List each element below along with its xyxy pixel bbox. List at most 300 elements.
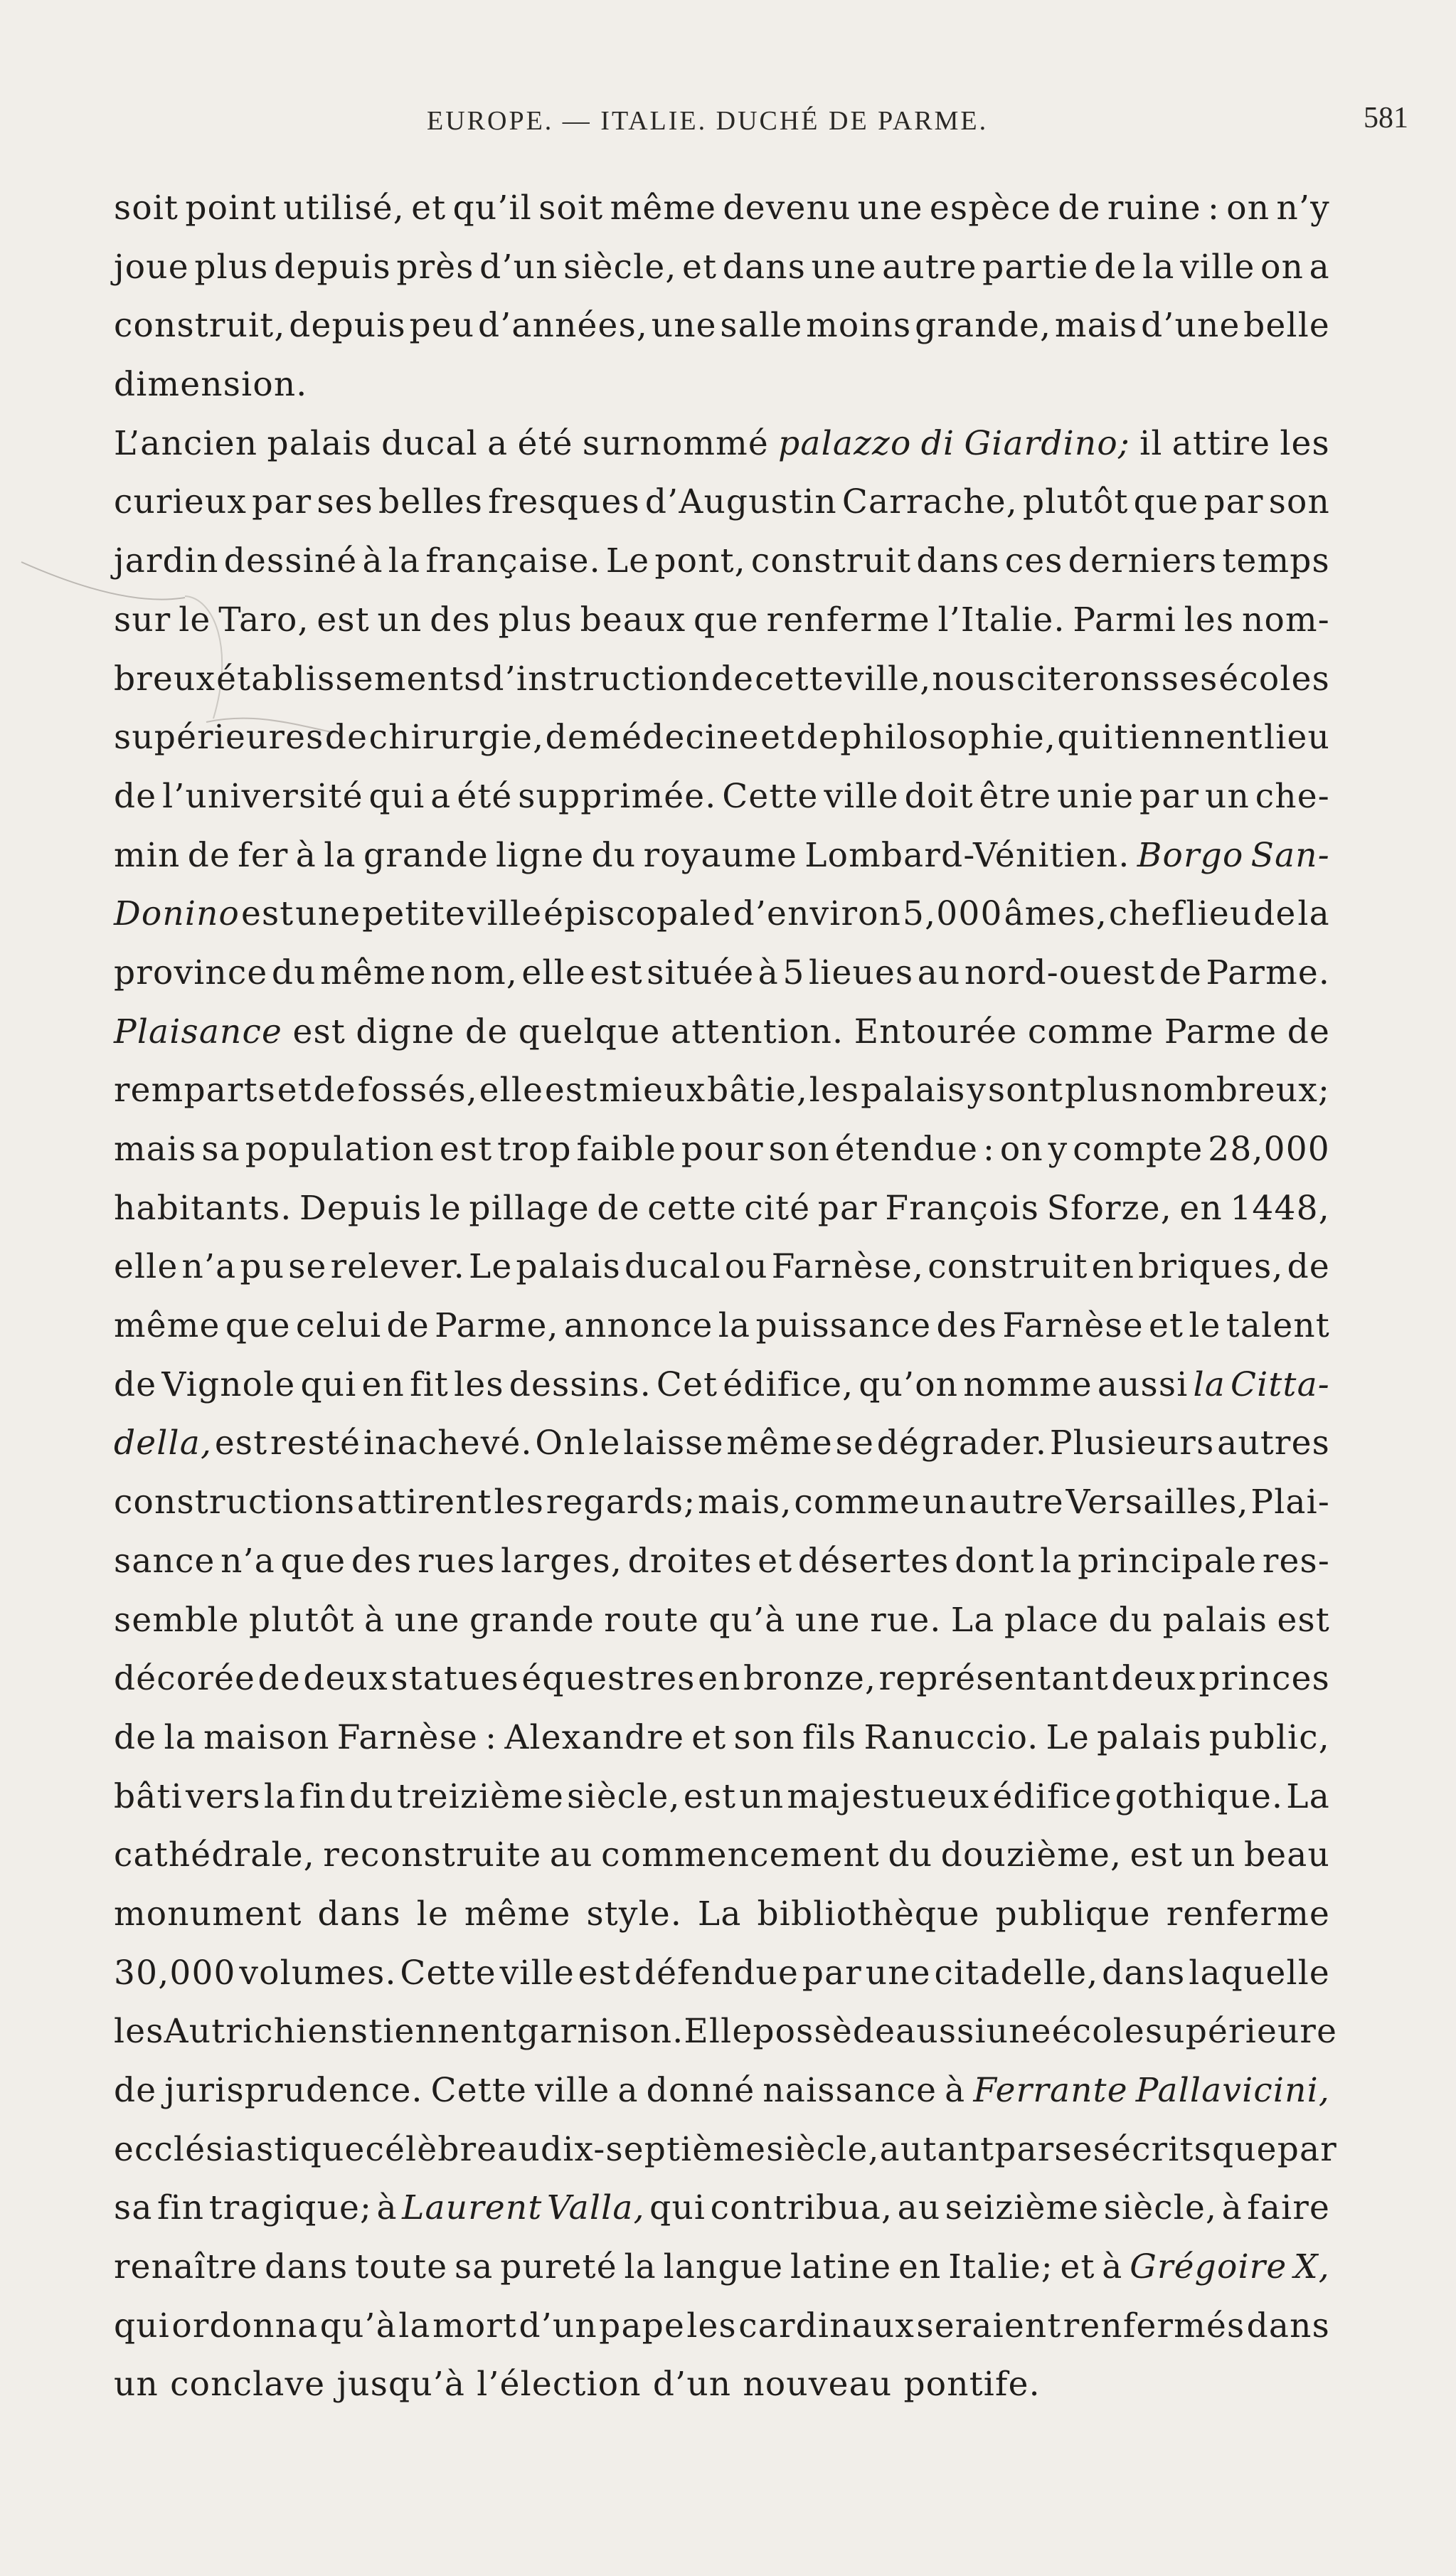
word: par (994, 2129, 1055, 2169)
word: que (1211, 2129, 1277, 2169)
word: 1448, (1230, 1188, 1330, 1228)
word: contribua, (710, 2188, 893, 2228)
word: en (361, 1364, 405, 1404)
word: y (967, 1071, 987, 1111)
word: Cet (656, 1364, 718, 1404)
word: maison (203, 1717, 330, 1757)
word: nombreux; (1140, 1071, 1330, 1111)
word: pillage (469, 1188, 590, 1228)
word: plus (498, 600, 573, 640)
word: une (865, 1953, 931, 1993)
word: dans (317, 1894, 401, 1934)
word: défendue (634, 1953, 799, 1993)
word: mais (1054, 306, 1138, 346)
word: est (683, 1776, 737, 1816)
word: Alexandre (504, 1717, 685, 1757)
word: une (986, 2012, 1052, 2052)
word: les (494, 1483, 545, 1522)
word: la (398, 2306, 431, 2346)
word: de (114, 1364, 157, 1404)
word: curieux (114, 482, 248, 522)
word: de (187, 835, 231, 875)
word: vers (186, 1776, 261, 1816)
word: : (982, 1130, 996, 1169)
text-line (114, 1061, 1330, 1120)
word: d’années, (477, 306, 649, 346)
word: à (295, 835, 317, 875)
word: fer (238, 835, 289, 875)
word: Vignole (161, 1364, 296, 1404)
word: siècle, (563, 247, 677, 287)
word: décorée (114, 1659, 256, 1699)
word: route (604, 1600, 700, 1640)
word: Farnèse (1002, 1306, 1144, 1346)
word: ses (1054, 2129, 1112, 2169)
word: qu’on (859, 1364, 959, 1404)
text-line (114, 2003, 1338, 2062)
word: Parme (1164, 1012, 1277, 1051)
word: ville (467, 894, 543, 934)
word: au (917, 953, 961, 992)
word: une (295, 894, 361, 934)
word: bronze, (743, 1659, 877, 1699)
word: laquelle (1189, 1953, 1330, 1993)
word: ville, (844, 659, 932, 699)
word: d’un (652, 2365, 732, 2405)
word: renferme (766, 600, 930, 640)
text-line (114, 2355, 1330, 2415)
word: latine (790, 2247, 892, 2287)
word: devenu (723, 189, 851, 228)
text-line (114, 1944, 1330, 2003)
text-line (114, 1768, 1330, 1827)
word: petite (362, 894, 466, 934)
word: comme (794, 1483, 920, 1522)
text-line (114, 356, 1330, 415)
word: commencement (601, 1835, 881, 1875)
word: depuis (274, 247, 391, 287)
word: ruine (1107, 189, 1201, 228)
word: ses (1161, 659, 1218, 699)
word: a (487, 423, 509, 463)
word: pontife. (903, 2365, 1041, 2405)
word: surnommé (582, 423, 769, 463)
word: de (114, 2071, 157, 2110)
word: nord-ouest (964, 953, 1156, 992)
page-header (114, 102, 1415, 148)
word: plutôt (1022, 482, 1129, 522)
word: style. (586, 1894, 682, 1934)
word: une (811, 247, 877, 287)
word: principale (1078, 1541, 1258, 1581)
word: est (544, 1071, 598, 1111)
word: annonce (563, 1306, 713, 1346)
word: il (1139, 423, 1163, 463)
word: qui (368, 776, 425, 816)
word: ligne (496, 835, 585, 875)
word: à (364, 1600, 386, 1640)
word: citadelle, (934, 1953, 1099, 1993)
word: Entourée (854, 1012, 1018, 1051)
word: rue. (870, 1600, 942, 1640)
word: faire (1247, 2188, 1330, 2228)
word: digne (356, 1012, 455, 1051)
word: une (857, 189, 923, 228)
body-text (114, 179, 1338, 2415)
word: chef (1108, 894, 1185, 934)
word: mort (432, 2306, 518, 2346)
word: de (1159, 953, 1203, 992)
word: pont, (654, 541, 746, 581)
word: res- (1262, 1541, 1330, 1581)
text-line (114, 827, 1330, 886)
word: soit (538, 189, 604, 228)
word: ducal (381, 423, 478, 463)
word: Parme. (1206, 953, 1330, 992)
word: par (817, 1188, 878, 1228)
word: autres (1217, 1424, 1330, 1463)
word: française. (425, 541, 601, 581)
word: d’environ (733, 894, 902, 934)
word: et (1148, 1306, 1184, 1346)
word: dans (265, 2247, 349, 2287)
word: beau (1243, 1835, 1330, 1875)
word: de (545, 718, 588, 758)
word: moins (806, 306, 912, 346)
word: regards; (546, 1483, 696, 1522)
word: conclave (170, 2365, 326, 2405)
word: les (1184, 600, 1235, 640)
word: édifice, (723, 1364, 854, 1404)
word: au (497, 2129, 541, 2169)
word: elle (479, 1071, 544, 1111)
text-line (114, 1003, 1330, 1062)
word: une (394, 1600, 460, 1640)
word: reconstruite (323, 1835, 542, 1875)
word: deux (303, 1659, 388, 1699)
word: qui (300, 1364, 357, 1404)
word: cardinaux (738, 2306, 915, 2346)
word: qu’à (708, 1600, 786, 1640)
text-line (114, 1238, 1330, 1297)
word: ces (1004, 541, 1063, 581)
word: que (1133, 482, 1199, 522)
word: attirent (356, 1483, 492, 1522)
word: dont (955, 1541, 1035, 1581)
text-line (114, 1414, 1330, 1473)
word: belle (1243, 306, 1330, 346)
word: sa (201, 1130, 240, 1169)
word: garnison. (517, 2012, 684, 2052)
word: partie (982, 247, 1089, 287)
word: célèbre (365, 2129, 498, 2169)
word: à (945, 2071, 966, 2110)
word: d’Augustin (644, 482, 837, 522)
text-line (114, 473, 1330, 532)
text-line (114, 709, 1330, 768)
word: philosophie, (840, 718, 1056, 758)
word: publique (995, 1894, 1151, 1934)
word: et (411, 189, 447, 228)
word: la (1040, 1541, 1073, 1581)
word: La (950, 1600, 995, 1640)
italic-word: Pallavicini, (1135, 2071, 1330, 2110)
word: un (377, 600, 423, 640)
word: Cette (430, 2071, 527, 2110)
italic-word: della, (114, 1424, 213, 1463)
word: donné (646, 2071, 755, 2110)
word: dans (1246, 2306, 1330, 2346)
word: cathédrale, (114, 1835, 315, 1875)
word: y (1048, 1130, 1068, 1169)
word: son (1268, 482, 1330, 522)
word: sa (454, 2247, 494, 2287)
text-line (114, 944, 1330, 1003)
word: Lombard-Vénitien. (804, 835, 1130, 875)
word: est (317, 600, 370, 640)
word: se (835, 1424, 874, 1463)
word: des (351, 1541, 413, 1581)
text-line (114, 2062, 1330, 2121)
word: Le (468, 1247, 513, 1287)
word: de (114, 1717, 157, 1757)
word: est (1277, 1600, 1330, 1640)
word: 30,000 (114, 1953, 236, 1993)
word: deux (1111, 1659, 1196, 1699)
word: on (1226, 189, 1270, 228)
word: breux (114, 659, 216, 699)
word: à (758, 953, 780, 992)
word: ecclésiastique (114, 2129, 366, 2169)
word: renaître (114, 2247, 258, 2287)
word: toute (355, 2247, 448, 2287)
italic-word: Valla, (546, 2188, 645, 2228)
text-line (114, 1180, 1330, 1239)
word: on (999, 1130, 1043, 1169)
word: ville (499, 1953, 575, 1993)
word: rues (418, 1541, 496, 1581)
word: tragique; (208, 2188, 373, 2228)
word: L’ancien (114, 423, 258, 463)
text-line (114, 1297, 1330, 1356)
word: palais (1162, 1600, 1268, 1640)
word: Versailles, (1066, 1483, 1249, 1522)
text-line (114, 2297, 1330, 2356)
word: sa (114, 2188, 153, 2228)
word: Farnèse (336, 1717, 479, 1757)
word: de (1058, 189, 1101, 228)
word: a (430, 776, 452, 816)
italic-word: Laurent (402, 2188, 543, 2228)
word: point (185, 189, 277, 228)
word: treizième (396, 1776, 564, 1816)
word: qu’il (452, 189, 532, 228)
text-line (114, 415, 1330, 474)
word: que (225, 1306, 291, 1346)
word: dessiné (223, 541, 358, 581)
word: Italie; (948, 2247, 1053, 2287)
word: remparts (114, 1071, 277, 1111)
word: à (1221, 2188, 1243, 2228)
word: la (324, 835, 356, 875)
text-line (114, 768, 1330, 827)
word: grande, (915, 306, 1052, 346)
word: étendue (834, 1130, 979, 1169)
word: statues (390, 1659, 519, 1699)
word: lieu (1264, 718, 1330, 758)
word: qui (649, 2188, 706, 2228)
word: de (465, 1012, 509, 1051)
word: le (416, 1894, 449, 1934)
word: nous (932, 659, 1016, 699)
word: nouveau (743, 2365, 893, 2405)
word: compte (1073, 1130, 1203, 1169)
word: volumes. (239, 1953, 397, 1993)
word: celui (295, 1306, 382, 1346)
word: Ranuccio. (863, 1717, 1039, 1757)
italic-word: Borgo (1137, 835, 1244, 875)
text-line (114, 1591, 1330, 1650)
word: cité (744, 1188, 811, 1228)
text-line (114, 1532, 1330, 1591)
word: autre (969, 1483, 1064, 1522)
word: Parme, (435, 1306, 559, 1346)
word: de (1287, 1012, 1330, 1051)
word: du (1108, 1600, 1154, 1640)
text-line (114, 1650, 1330, 1709)
text-line (114, 650, 1330, 709)
word: pureté (500, 2247, 617, 2287)
word: une (651, 306, 717, 346)
text-line (114, 179, 1330, 238)
word: salle (720, 306, 803, 346)
word: est (590, 953, 643, 992)
word: Autrichiens (164, 2012, 369, 2052)
word: de (386, 1306, 430, 1346)
word: constructions (114, 1483, 356, 1522)
word: doit (904, 776, 974, 816)
word: n’a (181, 1247, 237, 1287)
word: Cette (400, 1953, 496, 1993)
word: de (1094, 247, 1137, 287)
word: qui (114, 2306, 170, 2346)
word: princes (1199, 1659, 1330, 1699)
word: majestueux (787, 1776, 990, 1816)
word: la (624, 2247, 657, 2287)
word: un (739, 1776, 785, 1816)
word: bibliothèque (757, 1894, 980, 1934)
word: au (549, 1835, 593, 1875)
word: de (711, 659, 755, 699)
word: et (277, 1071, 312, 1111)
word: du (271, 953, 317, 992)
word: d’un (519, 2306, 597, 2346)
word: palais (267, 423, 372, 463)
word: semble (114, 1600, 240, 1640)
word: 28,000 (1208, 1130, 1330, 1169)
word: relever. (330, 1247, 465, 1287)
word: même (320, 953, 427, 992)
italic-word: Grégoire (1130, 2247, 1287, 2287)
word: dans (722, 247, 807, 287)
word: âmes, (1004, 894, 1107, 934)
word: temps (1222, 541, 1330, 581)
word: sont (987, 1071, 1064, 1111)
word: pu (240, 1247, 285, 1287)
word: On (535, 1424, 586, 1463)
word: par (252, 482, 312, 522)
word: été (517, 423, 573, 463)
word: renferme (1166, 1894, 1330, 1934)
word: cette (755, 659, 844, 699)
word: édifice (992, 1776, 1112, 1816)
word: lieues (809, 953, 914, 992)
word: près (396, 247, 474, 287)
word: langue (663, 2247, 784, 2287)
word: comme (1027, 1012, 1154, 1051)
word: bâti (114, 1776, 183, 1816)
word: à (1102, 2247, 1123, 2287)
word: utilisé, (283, 189, 405, 228)
word: aussi (1097, 1364, 1189, 1404)
word: Taro, (218, 600, 309, 640)
word: supérieure (1144, 2012, 1338, 2052)
word: 5 (782, 953, 805, 992)
word: droites (627, 1541, 753, 1581)
word: même (114, 1306, 220, 1346)
word: place (1004, 1600, 1100, 1640)
word: est (240, 894, 294, 934)
word: par (1139, 776, 1200, 816)
word: public, (1208, 1717, 1330, 1757)
text-line (114, 1120, 1330, 1180)
page-number: 581 (1364, 102, 1408, 134)
italic-word: palazzo (778, 423, 912, 463)
word: unie (1057, 776, 1134, 816)
word: plus (1065, 1071, 1139, 1111)
word: supprimée. (518, 776, 717, 816)
text-line (114, 2179, 1330, 2238)
word: un (922, 1483, 967, 1522)
word: Plai- (1250, 1483, 1330, 1522)
text-line (114, 2121, 1337, 2180)
word: et (1060, 2247, 1095, 2287)
word: de (597, 1188, 640, 1228)
word: Le (1046, 1717, 1090, 1757)
word: le (588, 1424, 621, 1463)
word: ducal (624, 1247, 721, 1287)
word: des (430, 600, 491, 640)
word: d’une (1141, 306, 1240, 346)
word: dans (1102, 1953, 1186, 1993)
italic-word: X, (1294, 2247, 1330, 2287)
word: des (936, 1306, 998, 1346)
word: naissance (762, 2071, 937, 2110)
word: min (114, 835, 181, 875)
word: Plusieurs (1049, 1424, 1215, 1463)
word: Depuis (299, 1188, 423, 1228)
word: jusqu’à (336, 2365, 466, 2405)
word: belles (378, 482, 484, 522)
word: plutôt (249, 1600, 355, 1640)
word: et (758, 1541, 793, 1581)
word: du (349, 1776, 394, 1816)
word: une (795, 1600, 861, 1640)
word: ville (534, 2071, 610, 2110)
italic-word: Ferrante (973, 2071, 1128, 2110)
word: joue (114, 247, 189, 287)
word: en (1091, 1247, 1135, 1287)
